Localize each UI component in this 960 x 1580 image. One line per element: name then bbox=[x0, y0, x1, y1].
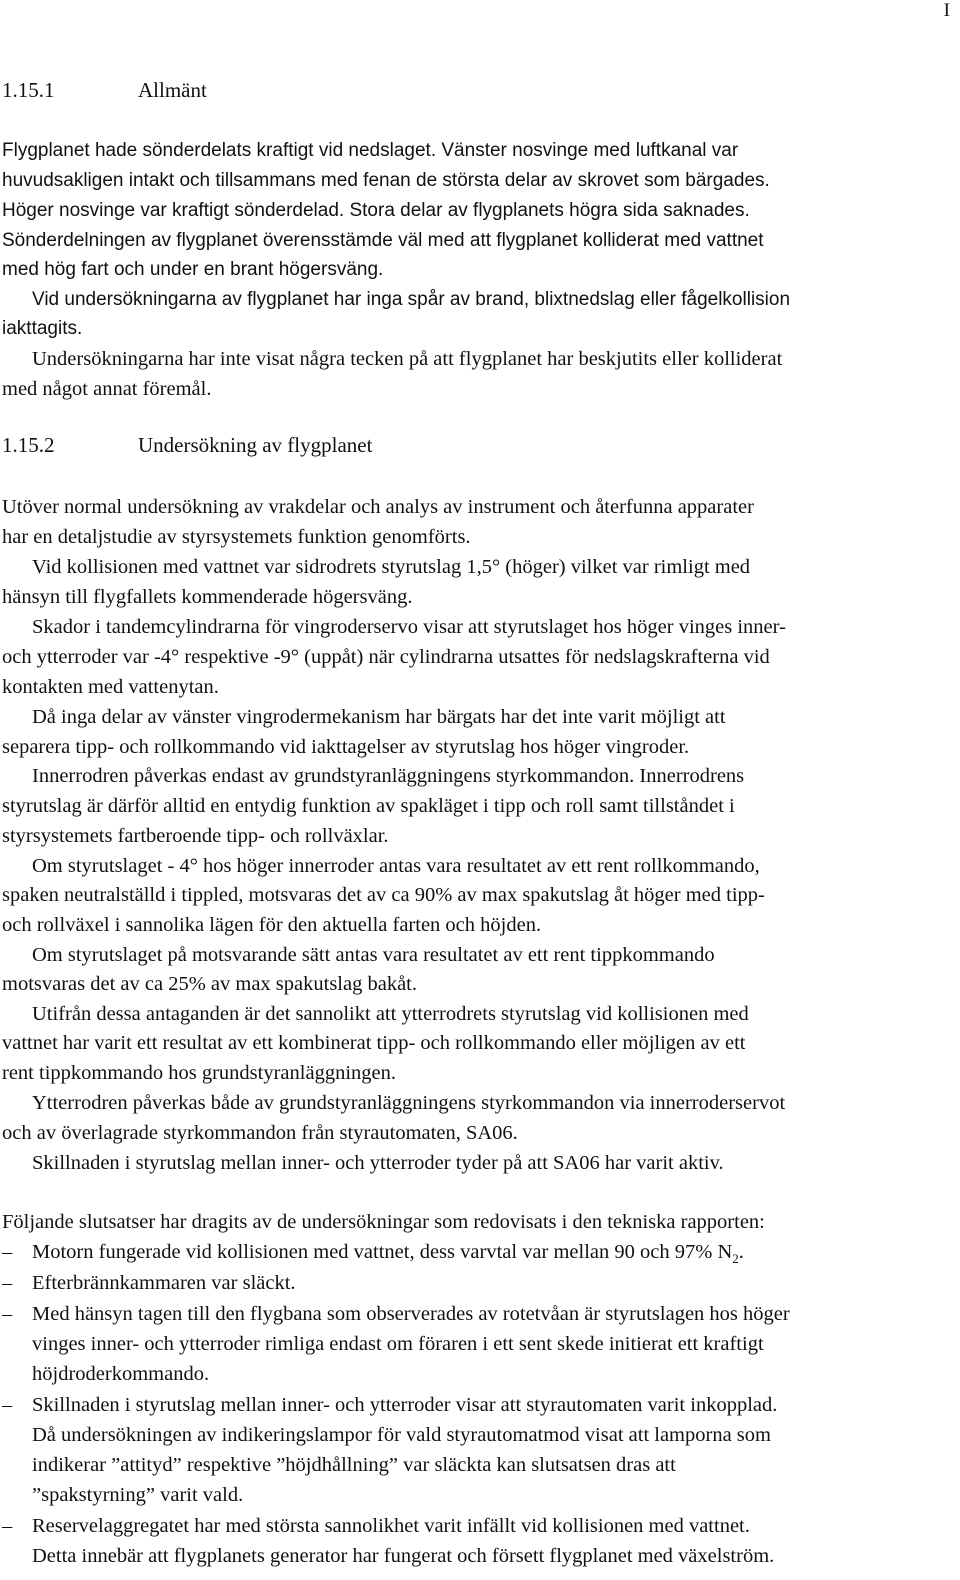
text-line: Vid undersökningarna av flygplanet har inga spår av brand, blixtnedslag eller fågelkollision bbox=[32, 289, 791, 310]
text-line: rent tippkommando hos grundstyranläggningen. bbox=[2, 1062, 396, 1084]
bullet-text: Motorn fungerade vid kollisionen med vattnet, dess varvtal var mellan 90 och 97% N bbox=[32, 1241, 733, 1263]
bullet-dash: – bbox=[2, 1515, 13, 1537]
bullet-item: Då undersökningen av indikeringslampor för vald styrautomatmod visat att lamporna som bbox=[32, 1424, 771, 1446]
bullet-dash: – bbox=[2, 1241, 13, 1263]
bullet-dash: – bbox=[2, 1303, 13, 1325]
text-line: Innerrodren påverkas endast av grundstyranläggningens styrkommandon. Innerrodrens bbox=[32, 765, 745, 787]
text-line: med hög fart och under en brant högersväng. bbox=[2, 259, 384, 280]
text-line: huvudsakligen intakt och tillsammans med fenan de största delar av skrovet som bärgades. bbox=[2, 170, 770, 191]
bullet-item: Detta innebär att flygplanets generator har fungerat och försett flygplanet med växelström. bbox=[32, 1545, 775, 1567]
text-line: och av överlagrade styrkommandon från styrautomaten, SA06. bbox=[2, 1122, 518, 1144]
text-line: Ytterrodren påverkas både av grundstyranläggningens styrkommandon via innerroderservot bbox=[32, 1092, 786, 1114]
bullet-item: ”spakstyrning” varit vald. bbox=[32, 1484, 244, 1506]
text-line: motsvaras det av ca 25% av max spakutslag bakåt. bbox=[2, 973, 417, 995]
section-title: Allmänt bbox=[138, 78, 207, 102]
bullet-item: Reservelaggregatet har med största sannolikhet varit infällt vid kollisionen med vattnet. bbox=[32, 1515, 750, 1537]
text-line: Då inga delar av vänster vingrodermekanism har bärgats har det inte varit möjligt att bbox=[32, 706, 726, 728]
text-line: och rollväxel i sannolika lägen för den aktuella farten och höjden. bbox=[2, 914, 542, 936]
text-line: Om styrutslaget på motsvarande sätt antas vara resultatet av ett rent tippkommando bbox=[32, 944, 715, 966]
text-line: Skador i tandemcylindrarna för vingroderservo visar att styrutslaget hos höger vinges inner- bbox=[32, 616, 786, 638]
bullet-dash: – bbox=[2, 1394, 13, 1416]
text-line: Skillnaden i styrutslag mellan inner- och ytterroder tyder på att SA06 har varit aktiv. bbox=[32, 1152, 724, 1174]
bullet-dash: – bbox=[2, 1272, 13, 1294]
text-line: Om styrutslaget - 4° hos höger innerroder antas vara resultatet av ett rent rollkommando, bbox=[32, 855, 760, 877]
text-line: Utöver normal undersökning av vrakdelar och analys av instrument och återfunna apparater bbox=[2, 496, 754, 518]
text-line: styrsystemets fartberoende tipp- och rollväxlar. bbox=[2, 825, 389, 847]
text-line: Undersökningarna har inte visat några tecken på att flygplanet har beskjutits eller kolliderat bbox=[32, 348, 783, 370]
text-line: Sönderdelningen av flygplanet överensstämde väl med att flygplanet kolliderat med vattnet bbox=[2, 230, 764, 251]
text-line: och ytterroder var -4° respektive -9° (uppåt) när cylindrarna utsattes för nedslagskrafterna vid bbox=[2, 646, 770, 668]
bullet-item: indikerar ”attityd” respektive ”höjdhållning” var släckta kan slutsatsen dras att bbox=[32, 1454, 676, 1476]
subscript: 2 bbox=[732, 1251, 739, 1267]
section-number: 1.15.1 bbox=[2, 78, 55, 102]
text-line: kontakten med vattenytan. bbox=[2, 676, 219, 698]
text-line: Utifrån dessa antaganden är det sannolikt att ytterrodrets styrutslag vid kollisionen med bbox=[32, 1003, 749, 1025]
text-line: separera tipp- och rollkommando vid iakttagelser av styrutslag hos höger vingroder. bbox=[2, 736, 690, 758]
text-line: hänsyn till flygfallets kommenderade högersväng. bbox=[2, 586, 413, 608]
section-heading-1-15-1 bbox=[2, 78, 207, 103]
bullet-item: Skillnaden i styrutslag mellan inner- och ytterroder visar att styrautomaten varit inkopplad. bbox=[32, 1394, 778, 1416]
text-line: spaken neutralställd i tippled, motsvaras det av ca 90% av max spakutslag åt höger med tipp- bbox=[2, 884, 765, 906]
page-marker: I bbox=[943, 0, 950, 21]
section-number: 1.15.2 bbox=[2, 433, 55, 457]
text-line: Flygplanet hade sönderdelats kraftigt vid nedslaget. Vänster nosvinge med luftkanal var bbox=[2, 140, 739, 161]
text-line: styrutslag är därför alltid en entydig funktion av spakläget i tipp och roll samt tillståndet i bbox=[2, 795, 735, 817]
text-line: vattnet har varit ett resultat av ett kombinerat tipp- och rollkommando eller möjligen av ett bbox=[2, 1032, 746, 1054]
bullet-text-end: . bbox=[738, 1241, 744, 1263]
text-line: Höger nosvinge var kraftigt sönderdelad. Stora delar av flygplanets högra sida saknades. bbox=[2, 200, 750, 221]
bullet-item: Med hänsyn tagen till den flygbana som observerades av rotetvåan är styrutslagen hos höger bbox=[32, 1303, 790, 1325]
section-heading-1-15-2 bbox=[2, 433, 372, 458]
text-line: Vid kollisionen med vattnet var sidrodrets styrutslag 1,5° (höger) vilket var rimligt med bbox=[32, 556, 751, 578]
bullet-item: höjdroderkommando. bbox=[32, 1363, 210, 1385]
text-line: har en detaljstudie av styrsystemets funktion genomförts. bbox=[2, 526, 471, 548]
section-title: Undersökning av flygplanet bbox=[138, 433, 373, 457]
conclusions-intro: Följande slutsatser har dragits av de undersökningar som redovisats i den tekniska rapporten: bbox=[2, 1211, 765, 1233]
bullet-item: vinges inner- och ytterroder rimliga endast om föraren i ett sent skede initierat ett kraftigt bbox=[32, 1333, 764, 1355]
text-line: iakttagits. bbox=[2, 318, 83, 339]
text-line: med något annat föremål. bbox=[2, 378, 212, 400]
bullet-item: Efterbrännkammaren var släckt. bbox=[32, 1272, 296, 1294]
